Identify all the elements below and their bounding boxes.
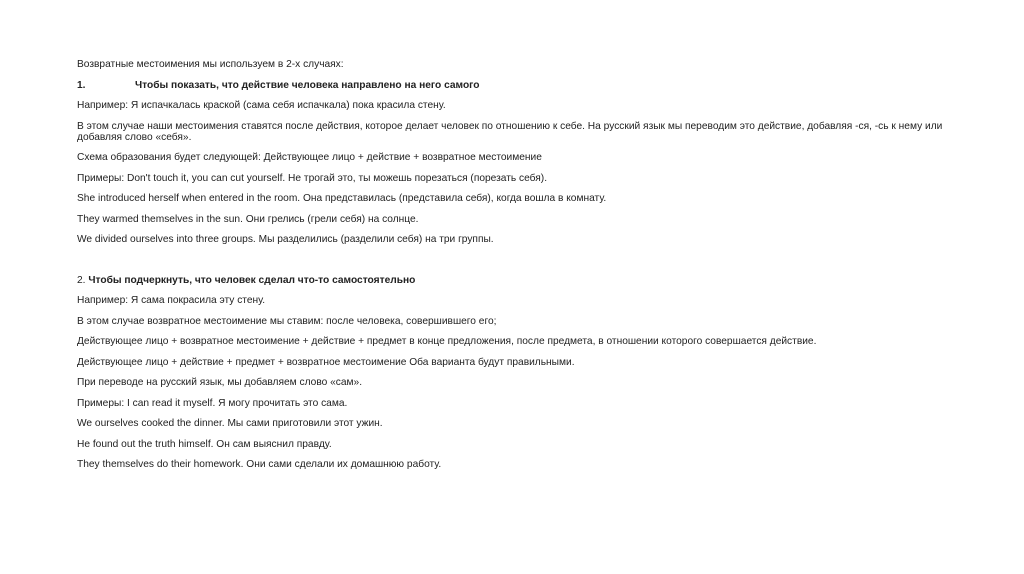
document-text [77, 59, 957, 480]
case-two-heading [77, 275, 957, 286]
case-one-title: Чтобы показать, что действие человека направлено на него самого [135, 79, 480, 91]
case-two-example-1: Примеры: I can read it myself. Я могу прочитать это сама. [77, 397, 348, 409]
section-spacer [77, 255, 957, 275]
case-one-explanation: В этом случае наши местоимения ставятся после действия, которое делает человек по отношению к себе. На русский язык мы переводим это действие, добавляя -ся, -сь к нему или добавляя слово «себя». [77, 120, 943, 143]
case-one-number: 1. [77, 79, 86, 91]
case-two-translation-note: При переводе на русский язык, мы добавляем слово «сам». [77, 377, 363, 388]
case-two-scheme-1: Действующее лицо + возвратное местоимение + действие + предмет в конце предложения, после предмета, в отношении которого совершается действие. [77, 336, 817, 347]
case-two-number: 2. [77, 274, 86, 286]
case-two-explanation: В этом случае возвратное местоимение мы ставим: после человека, совершившего его; [77, 315, 497, 327]
intro-line: Возвратные местоимения мы используем в 2-х случаях: [77, 59, 344, 70]
case-one-example-4: We divided ourselves into three groups. Мы разделились (разделили себя) на три группы. [77, 234, 494, 245]
case-one-example-2: She introduced herself when entered in the room. Она представилась (представила себя), когда вошла в комнату. [77, 193, 607, 204]
case-two-example: Например: Я сама покрасила эту стену. [77, 295, 266, 306]
case-two-title: Чтобы подчеркнуть, что человек сделал что-то самостоятельно [88, 274, 416, 286]
case-two-scheme-2: Действующее лицо + действие + предмет + возвратное местоимение Оба варианта будут правильными. [77, 356, 575, 368]
case-two-example-2: We ourselves cooked the dinner. Мы сами приготовили этот ужин. [77, 418, 383, 429]
case-one-example-1: Примеры: Don't touch it, you can cut yourself. Не трогай это, ты можешь порезаться (порезать себя). [77, 172, 548, 184]
case-one-example: Например: Я испачкалась краской (сама себя испачкала) пока красила стену. [77, 100, 446, 111]
case-two-example-4: They themselves do their homework. Они сами сделали их домашнюю работу. [77, 459, 442, 470]
case-one-heading [77, 80, 957, 91]
case-two-example-3: He found out the truth himself. Он сам выяснил правду. [77, 438, 332, 450]
case-one-scheme: Схема образования будет следующей: Действующее лицо + действие + возвратное местоимение [77, 152, 542, 163]
case-one-example-3: They warmed themselves in the sun. Они грелись (грели себя) на солнце. [77, 213, 419, 225]
